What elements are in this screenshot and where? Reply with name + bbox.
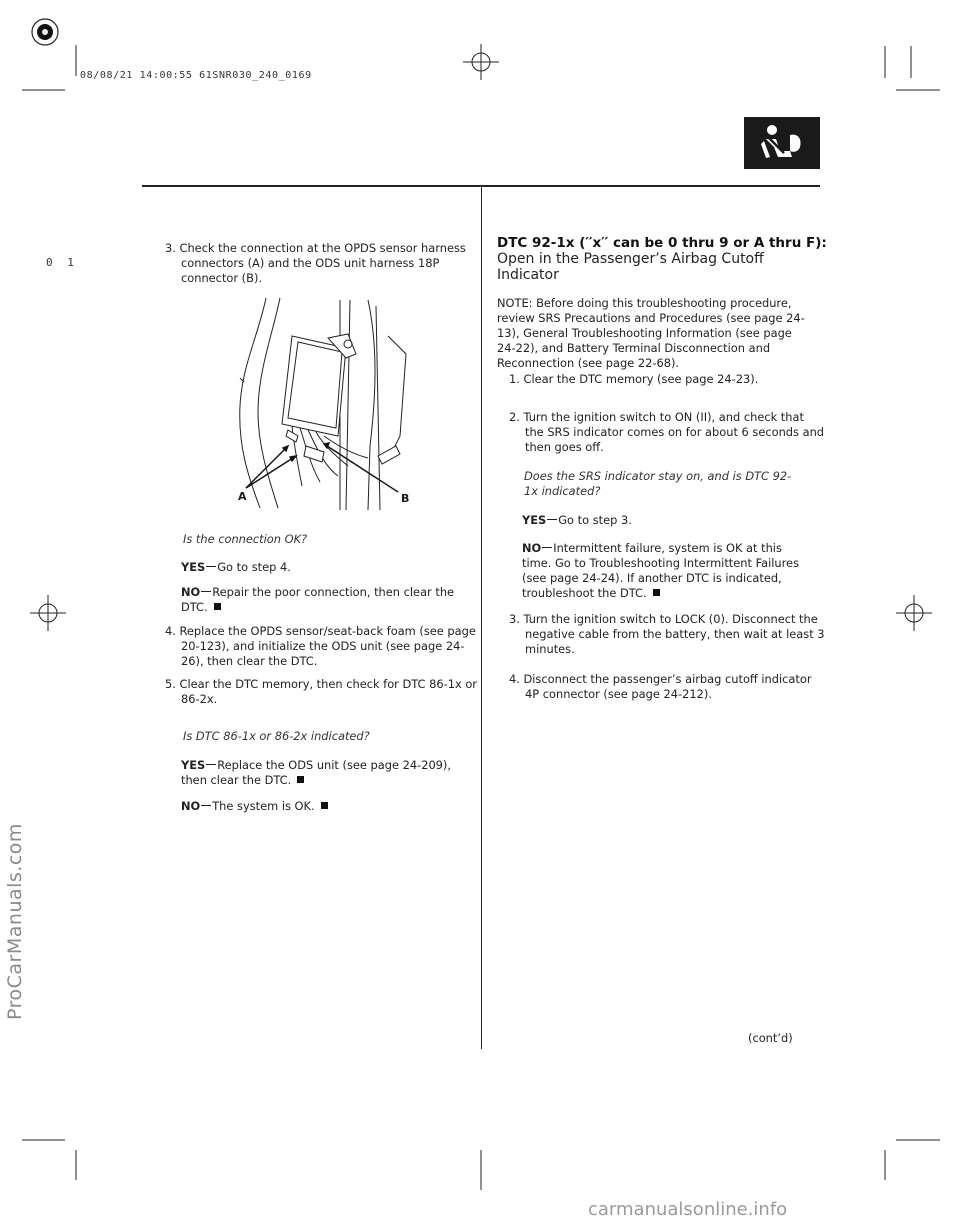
left-step-5: 5. Clear the DTC memory, then check for DTC 86-1x or 86-2x. (165, 677, 477, 706)
callout-a: A (238, 490, 247, 503)
left-q2-no: NO The system is OK. (181, 799, 471, 814)
continued-label: (cont’d) (748, 1031, 793, 1045)
left-q1-yes: YES Go to step 4. (181, 560, 291, 574)
right-question-1: Does the SRS indicator stay on, and is DTC 92-1x indicated? (524, 469, 792, 498)
left-q1-no: NO Repair the poor connection, then clear the DTC. (181, 585, 455, 614)
end-square-icon (321, 802, 328, 809)
bottom-watermark: carmanualsonline.info (588, 1199, 788, 1220)
callout-b: B (401, 492, 410, 505)
left-question-1: Is the connection OK? (183, 532, 308, 546)
seatbelt-airbag-icon (744, 117, 820, 169)
right-step-4: 4. Disconnect the passenger’s airbag cutoff indicator 4P connector (see page 24-212). (509, 672, 812, 701)
column-divider (481, 187, 482, 1049)
srs-section-tab (744, 117, 820, 169)
right-q1-no: NO Intermittent failure, system is OK at this time. Go to Troubleshooting Intermittent Failures (see page 24-24). If another DTC is indicated, troubleshoot the DTC. (522, 541, 799, 600)
dtc-subtitle: Open in the Passenger’s Airbag Cutoff Indicator (497, 251, 764, 283)
right-step-3: 3. Turn the ignition switch to LOCK (0). Disconnect the negative cable from the battery, then wait at least 3 minutes. (509, 612, 825, 656)
side-watermark: ProCarManuals.com (4, 823, 26, 1020)
note-paragraph: NOTE: Before doing this troubleshooting procedure, review SRS Precautions and Procedures (see page 24-13), General Troubleshooting Information (see page 24-22), and Battery Terminal Disconnection and Reconnection (see page 22-68). (497, 296, 805, 370)
right-q1-yes: YES Go to step 3. (522, 513, 632, 527)
print-stamp: 08/08/21 14:00:55 61SNR030_240_0169 (80, 70, 312, 81)
right-step-1: 1. Clear the DTC memory (see page 24-23). (509, 372, 759, 386)
end-square-icon (653, 589, 660, 596)
right-step-2: 2. Turn the ignition switch to ON (II), and check that the SRS indicator comes on for about 6 seconds and then goes off. (509, 410, 825, 454)
end-square-icon (214, 603, 221, 610)
ods-connector-illustration (228, 296, 428, 510)
end-square-icon (297, 776, 304, 783)
left-question-2: Is DTC 86-1x or 86-2x indicated? (183, 729, 370, 743)
left-q2-yes: YES Replace the ODS unit (see page 24-209), then clear the DTC. (181, 758, 451, 787)
dtc-title: DTC 92-1x (′′x′′ can be 0 thru 9 or A thru F): (497, 235, 827, 251)
margin-mark: 0 1 (46, 256, 78, 269)
left-step-3: 3. Check the connection at the OPDS sensor harness connectors (A) and the ODS unit harness 18P connector (B). (165, 241, 466, 285)
left-step-4: 4. Replace the OPDS sensor/seat-back foam (see page 20-123), and initialize the ODS unit (see page 24-26), then clear the DTC. (165, 624, 476, 668)
